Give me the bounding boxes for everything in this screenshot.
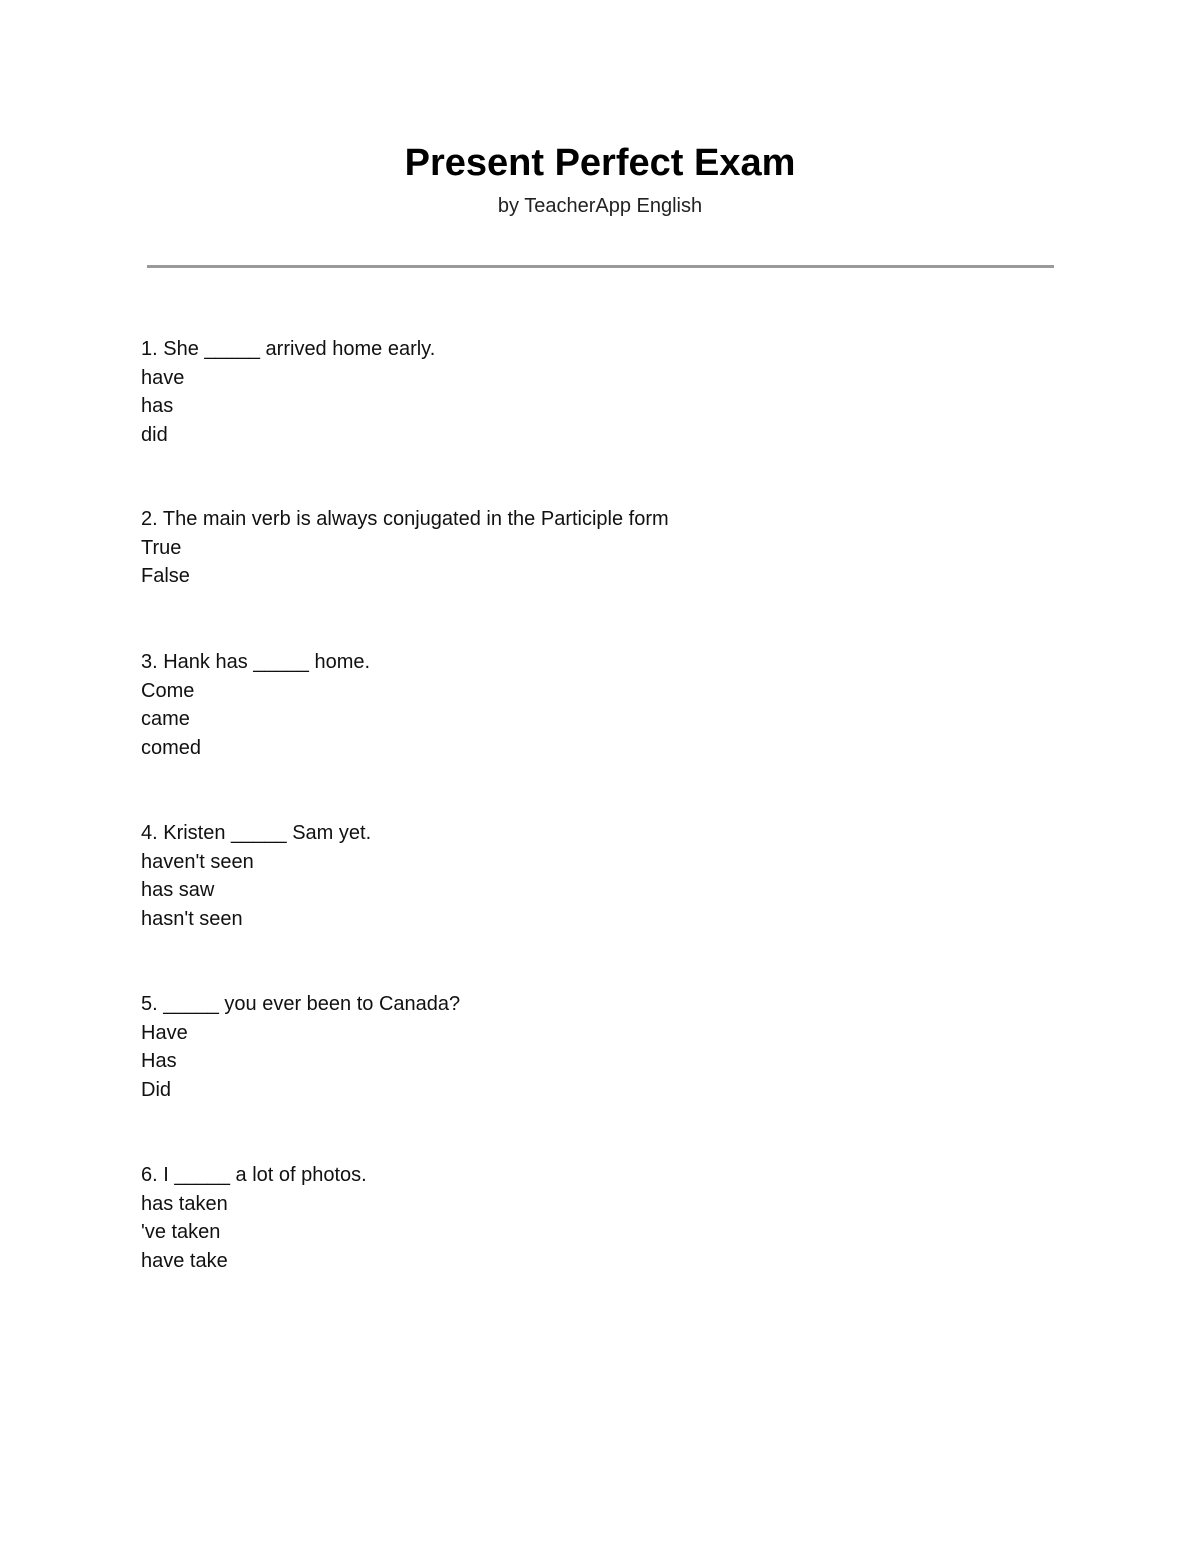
question-text: 4. Kristen _____ Sam yet. [141,822,372,844]
header-divider [147,265,1054,268]
answer-option: have [141,366,185,389]
answer-option: have take [141,1249,228,1272]
answer-option: has taken [141,1192,228,1215]
answer-option: True [141,536,182,559]
question-2 [141,505,1041,591]
answer-option: 've taken [141,1221,221,1244]
answer-option: False [141,565,190,588]
question-4 [141,819,1041,933]
question-text: 1. She _____ arrived home early. [141,338,436,360]
answer-option: has saw [141,879,215,902]
answer-option: Has [141,1050,177,1073]
answer-option: Come [141,679,195,702]
answer-option: has [141,395,174,418]
answer-option: Have [141,1021,188,1044]
question-text: 3. Hank has _____ home. [141,651,371,673]
question-5 [141,990,1041,1104]
answer-option: hasn't seen [141,907,243,930]
answer-option: haven't seen [141,850,254,873]
answer-option: comed [141,736,202,759]
question-text: 5. _____ you ever been to Canada? [141,993,461,1015]
question-6 [141,1161,1041,1275]
exam-subtitle: by TeacherApp English [497,195,703,217]
question-3 [141,648,1041,762]
exam-title: Present Perfect Exam [404,142,796,184]
question-1 [141,335,1041,449]
question-text: 2. The main verb is always conjugated in the Participle form [141,508,669,530]
answer-option: came [141,708,190,731]
answer-option: did [141,423,168,446]
answer-option: Did [141,1078,172,1101]
question-text: 6. I _____ a lot of photos. [141,1164,367,1186]
